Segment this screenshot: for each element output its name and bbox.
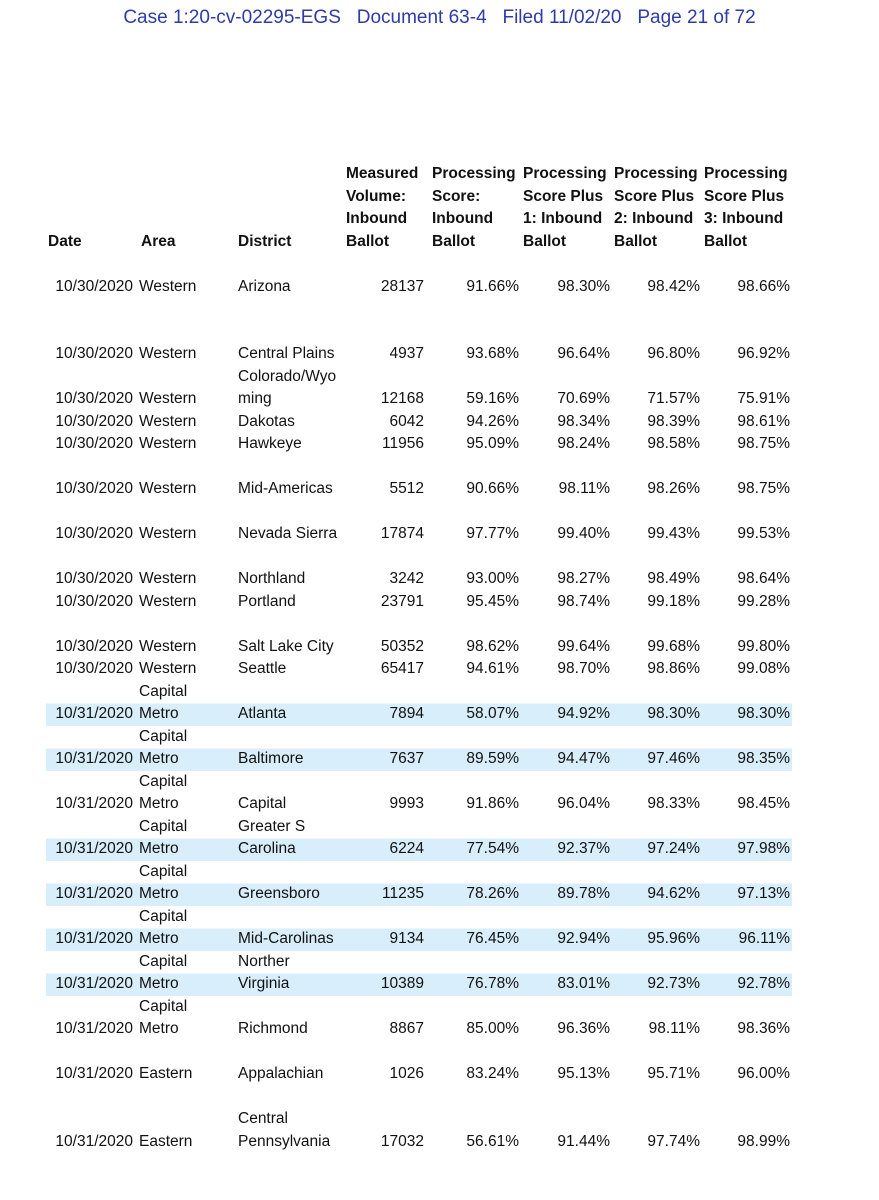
cell-area <box>139 253 236 298</box>
column-header-line: Inbound <box>432 210 494 227</box>
cell-district <box>236 253 344 298</box>
cell-line: Metro <box>139 705 179 722</box>
cell-district <box>236 951 344 996</box>
cell-score: 90.66% <box>466 480 519 497</box>
cell-date: 10/31/2020 <box>55 1020 133 1037</box>
table-row <box>46 726 792 771</box>
cell-line: ming <box>238 390 272 407</box>
cell-line: Capital <box>139 862 188 880</box>
cell-plus3: 99.80% <box>737 637 790 655</box>
cell-area <box>139 658 236 681</box>
column-header-line: District <box>238 232 292 250</box>
cell-plus1: 98.27% <box>557 570 610 587</box>
cell-volume: 28137 <box>380 277 424 295</box>
cell-plus3: 98.64% <box>737 570 790 587</box>
table-row <box>46 906 792 951</box>
cell-plus1: 98.24% <box>557 435 610 452</box>
table-row <box>46 456 792 501</box>
cell-plus3: 92.78% <box>702 951 792 996</box>
cell-score: 91.66% <box>466 277 519 295</box>
cell-date: 10/30/2020 <box>55 390 133 407</box>
cell-date: 10/30/2020 <box>55 660 133 677</box>
cell-score: 94.61% <box>466 660 519 677</box>
table-row <box>46 501 792 546</box>
cell-district <box>236 771 344 816</box>
cell-date: 10/31/2020 <box>46 951 139 996</box>
cell-area <box>139 411 236 434</box>
column-header-processing-score-plus-3 <box>702 163 792 253</box>
column-header-processing-score-plus-2 <box>612 163 702 253</box>
cell-line: Central Plains <box>238 345 335 362</box>
column-header-district <box>236 163 344 253</box>
cell-plus2: 92.73% <box>612 951 702 996</box>
cell-line: Norther <box>238 952 290 970</box>
cell-plus1: 98.34% <box>557 412 610 430</box>
table-row <box>46 1086 792 1154</box>
document-number: Document 63-4 <box>356 7 487 28</box>
cell-plus3: 96.92% <box>737 345 790 362</box>
cell-line: Capital <box>139 817 188 835</box>
cell-plus1: 83.01% <box>521 951 612 996</box>
table-row <box>46 658 792 681</box>
table-body <box>46 253 792 1153</box>
cell-score: 85.00% <box>466 1020 519 1037</box>
cell-plus1: 94.47% <box>521 726 612 771</box>
cell-line: Western <box>139 480 197 497</box>
cell-plus1: 94.92% <box>521 681 612 726</box>
cell-volume: 17032 <box>380 1132 424 1150</box>
cell-volume: 7894 <box>344 681 430 726</box>
cell-plus1: 98.70% <box>557 660 610 677</box>
cell-date: 10/30/2020 <box>55 637 133 655</box>
cell-volume: 5512 <box>389 480 424 497</box>
cell-line: Northland <box>238 570 306 587</box>
cell-plus2: 97.74% <box>647 1132 700 1150</box>
table-row <box>46 298 792 366</box>
cell-line: Hawkeye <box>238 435 302 452</box>
cell-line: Appalachian <box>238 1065 324 1082</box>
cell-score: 59.16% <box>466 390 519 407</box>
cell-plus2: 95.71% <box>647 1065 700 1082</box>
table-row <box>46 433 792 456</box>
column-header-line: Processing <box>523 165 607 182</box>
cell-plus2: 99.18% <box>647 592 700 610</box>
table-row <box>46 681 792 726</box>
cell-plus2: 98.49% <box>647 570 700 587</box>
cell-area <box>139 726 236 771</box>
ballot-processing-table <box>46 163 792 1153</box>
cell-plus2: 97.24% <box>612 816 702 861</box>
cell-volume: 4937 <box>389 345 424 362</box>
cell-area <box>139 591 236 614</box>
cell-district <box>236 906 344 951</box>
cell-district <box>236 456 344 501</box>
cell-plus3: 98.61% <box>737 412 790 430</box>
cell-plus1: 99.40% <box>557 525 610 542</box>
cell-plus2: 71.57% <box>647 390 700 407</box>
cell-plus3: 99.08% <box>737 660 790 677</box>
cell-volume: 10389 <box>344 951 430 996</box>
table-row <box>46 996 792 1041</box>
cell-line: Greater S <box>238 817 306 835</box>
cell-line: Eastern <box>139 1065 193 1082</box>
cell-score: 83.24% <box>466 1065 519 1082</box>
cell-date: 10/31/2020 <box>46 906 139 951</box>
table-row <box>46 951 792 996</box>
cell-area <box>139 1086 236 1154</box>
cell-line: Western <box>139 345 197 362</box>
cell-line: Mid-Americas <box>238 480 333 497</box>
column-header-area <box>139 163 236 253</box>
cell-line: Metro <box>139 750 179 767</box>
cell-date: 10/31/2020 <box>55 1065 133 1082</box>
cell-date: 10/31/2020 <box>46 681 139 726</box>
cell-score: 76.78% <box>430 951 521 996</box>
cell-line: Mid-Carolinas <box>238 930 334 947</box>
cell-line: Capital <box>139 997 188 1015</box>
cell-plus3: 99.53% <box>737 525 790 542</box>
cell-plus1: 92.94% <box>521 906 612 951</box>
cell-line: Metro <box>139 885 179 902</box>
cell-plus1: 99.64% <box>557 637 610 655</box>
cell-date: 10/31/2020 <box>46 816 139 861</box>
cell-plus2: 95.96% <box>612 906 702 951</box>
cell-line: Carolina <box>238 840 296 857</box>
cell-score: 77.54% <box>430 816 521 861</box>
cell-date: 10/30/2020 <box>55 480 133 497</box>
cell-score: 95.45% <box>466 592 519 610</box>
table-row <box>46 816 792 861</box>
table-row <box>46 591 792 614</box>
cell-date: 10/30/2020 <box>55 412 133 430</box>
column-header-line: Processing <box>614 165 698 182</box>
cell-date: 10/30/2020 <box>55 277 133 295</box>
cell-line: Western <box>139 570 197 587</box>
cell-date: 10/31/2020 <box>46 726 139 771</box>
cell-line: Greensboro <box>238 885 320 902</box>
cell-date: 10/30/2020 <box>55 570 133 587</box>
cell-date: 10/31/2020 <box>55 1132 133 1150</box>
cell-score: 58.07% <box>430 681 521 726</box>
cell-score: 98.62% <box>466 637 519 655</box>
cell-volume: 65417 <box>380 660 424 677</box>
cell-area <box>139 456 236 501</box>
cell-district <box>236 366 344 411</box>
column-header-line: 2: Inbound <box>614 210 694 227</box>
cell-score: 95.09% <box>466 435 519 452</box>
cell-plus3: 96.00% <box>737 1065 790 1082</box>
column-header-line: Score Plus <box>704 187 785 205</box>
cell-area <box>139 1041 236 1086</box>
cell-line: Portland <box>238 592 296 610</box>
cell-plus3: 98.45% <box>737 795 790 812</box>
cell-plus1: 95.13% <box>557 1065 610 1082</box>
cell-score: 89.59% <box>430 726 521 771</box>
table-row <box>46 771 792 816</box>
cell-score: 93.68% <box>466 345 519 362</box>
cell-score: 56.61% <box>466 1132 519 1150</box>
cell-plus3: 97.13% <box>702 861 792 906</box>
cell-date: 10/30/2020 <box>55 345 133 362</box>
cell-score: 78.26% <box>430 861 521 906</box>
cell-plus3: 99.28% <box>737 592 790 610</box>
cell-plus2: 98.30% <box>612 681 702 726</box>
cell-area <box>139 996 236 1041</box>
cell-district <box>236 996 344 1041</box>
cell-district <box>236 591 344 614</box>
column-header-processing-score-plus-1 <box>521 163 612 253</box>
column-header-line: Measured <box>346 165 419 182</box>
cell-plus2: 98.58% <box>647 435 700 452</box>
cell-area <box>139 501 236 546</box>
cell-district <box>236 861 344 906</box>
cell-volume: 6042 <box>389 412 424 430</box>
cell-area <box>139 613 236 658</box>
cell-line: Arizona <box>238 277 291 295</box>
cell-plus2: 99.43% <box>647 525 700 542</box>
cell-line: Western <box>139 390 197 407</box>
cell-line: Seattle <box>238 660 287 677</box>
cell-plus2: 99.68% <box>647 637 700 655</box>
cell-area <box>139 433 236 456</box>
table-row <box>46 546 792 591</box>
cell-plus2: 98.86% <box>647 660 700 677</box>
cell-plus2: 96.80% <box>647 345 700 362</box>
column-header-line: 3: Inbound <box>704 210 784 227</box>
cell-line: Western <box>139 592 197 610</box>
cell-line: Metro <box>139 840 179 857</box>
page-number: Page 21 of 72 <box>637 7 756 28</box>
cell-line: Nevada Sierra <box>238 525 338 542</box>
column-header-line: 1: Inbound <box>523 210 603 227</box>
cell-plus2: 97.46% <box>612 726 702 771</box>
cell-volume: 50352 <box>380 637 424 655</box>
cell-plus3: 98.35% <box>702 726 792 771</box>
cell-line: Pennsylvania <box>238 1132 331 1150</box>
cell-line: Western <box>139 277 197 295</box>
cell-line: Metro <box>139 1020 179 1037</box>
cell-area <box>139 816 236 861</box>
cell-district <box>236 726 344 771</box>
cell-date: 10/30/2020 <box>55 525 133 542</box>
cell-line: Metro <box>139 795 179 812</box>
cell-score: 91.86% <box>466 795 519 812</box>
cell-date: 10/31/2020 <box>55 795 133 812</box>
table-row <box>46 861 792 906</box>
cell-plus3: 98.75% <box>737 435 790 452</box>
cell-line: Western <box>139 412 197 430</box>
cell-line: Capital <box>139 772 188 790</box>
cell-area <box>139 546 236 591</box>
table-row <box>46 1041 792 1086</box>
column-header-date <box>46 163 139 253</box>
column-header-line: Processing <box>704 165 788 182</box>
cell-plus2: 98.39% <box>647 412 700 430</box>
cell-plus3: 75.91% <box>737 390 790 407</box>
cell-district <box>236 613 344 658</box>
cell-district <box>236 298 344 366</box>
cell-date: 10/31/2020 <box>46 861 139 906</box>
column-header-line: Volume: <box>346 187 406 205</box>
cell-line: Western <box>139 637 197 655</box>
cell-volume: 8867 <box>389 1020 424 1037</box>
filed-date: Filed 11/02/20 <box>502 7 622 28</box>
cell-line: Capital <box>139 727 188 745</box>
column-header-processing-score <box>430 163 521 253</box>
cell-line: Baltimore <box>238 750 304 767</box>
cell-plus2: 98.33% <box>647 795 700 812</box>
cell-plus1: 70.69% <box>557 390 610 407</box>
cell-area <box>139 861 236 906</box>
cell-plus1: 96.64% <box>557 345 610 362</box>
cell-line: Richmond <box>238 1020 308 1037</box>
cell-plus2: 98.11% <box>648 1020 700 1037</box>
cell-line: Capital <box>139 682 188 700</box>
cell-plus3: 98.36% <box>737 1020 790 1037</box>
column-header-line: Inbound <box>346 210 408 227</box>
cell-plus1: 98.30% <box>557 277 610 295</box>
cell-date: 10/30/2020 <box>55 592 133 610</box>
cell-plus3: 98.66% <box>737 277 790 295</box>
court-filing-header <box>0 7 879 29</box>
cell-district <box>236 1086 344 1154</box>
cell-area <box>139 906 236 951</box>
cell-score: 97.77% <box>466 525 519 542</box>
column-header-line: Score Plus <box>523 187 604 205</box>
cell-line: Atlanta <box>238 705 287 722</box>
cell-line: Dakotas <box>238 412 295 430</box>
cell-line: Colorado/Wyo <box>238 367 337 385</box>
cell-volume: 1026 <box>389 1065 424 1082</box>
cell-volume: 6224 <box>344 816 430 861</box>
column-header-measured-volume <box>344 163 430 253</box>
cell-score: 94.26% <box>466 412 519 430</box>
cell-district <box>236 1041 344 1086</box>
cell-plus1: 98.74% <box>557 592 610 610</box>
cell-area <box>139 681 236 726</box>
cell-district <box>236 681 344 726</box>
cell-plus3: 98.99% <box>737 1132 790 1150</box>
cell-area <box>139 366 236 411</box>
cell-plus1: 89.78% <box>521 861 612 906</box>
cell-volume: 3242 <box>389 570 424 587</box>
cell-volume: 23791 <box>380 592 424 610</box>
cell-plus1: 96.36% <box>557 1020 610 1037</box>
table-row <box>46 366 792 411</box>
column-header-line: Score: <box>432 187 481 205</box>
cell-plus3: 98.75% <box>737 480 790 497</box>
cell-area <box>139 298 236 366</box>
cell-line: Western <box>139 435 197 452</box>
case-number: Case 1:20-cv-02295-EGS <box>123 7 341 28</box>
cell-district <box>236 411 344 434</box>
cell-volume: 9134 <box>344 906 430 951</box>
column-header-line: Ballot <box>704 232 748 250</box>
cell-plus3: 97.98% <box>702 816 792 861</box>
cell-volume: 11235 <box>344 861 430 906</box>
table-row <box>46 253 792 298</box>
cell-volume: 7637 <box>344 726 430 771</box>
table-row <box>46 411 792 434</box>
cell-plus1: 98.11% <box>558 480 610 497</box>
cell-district <box>236 816 344 861</box>
table-header-row <box>46 163 792 253</box>
cell-plus3: 96.11% <box>702 906 792 951</box>
cell-plus1: 91.44% <box>557 1132 610 1150</box>
cell-line: Capital <box>139 952 188 970</box>
cell-volume: 12168 <box>380 390 424 407</box>
cell-line: Capital <box>139 907 188 925</box>
cell-district <box>236 658 344 681</box>
cell-line: Western <box>139 660 197 677</box>
cell-date: 10/30/2020 <box>55 435 133 452</box>
cell-score: 76.45% <box>430 906 521 951</box>
cell-line: Virginia <box>238 975 290 992</box>
column-header-line: Date <box>48 232 82 250</box>
cell-line: Salt Lake City <box>238 637 334 655</box>
cell-plus1: 96.04% <box>557 795 610 812</box>
column-header-line: Area <box>141 232 176 250</box>
cell-line: Central <box>238 1110 288 1127</box>
cell-area <box>139 951 236 996</box>
cell-line: Capital <box>238 795 287 812</box>
cell-line: Eastern <box>139 1132 193 1150</box>
cell-volume: 9993 <box>389 795 424 812</box>
cell-plus1: 92.37% <box>521 816 612 861</box>
cell-plus2: 98.26% <box>647 480 700 497</box>
cell-score: 93.00% <box>466 570 519 587</box>
cell-line: Metro <box>139 930 179 947</box>
cell-district <box>236 433 344 456</box>
column-header-line: Ballot <box>523 232 567 250</box>
cell-line: Metro <box>139 975 179 992</box>
cell-line: Western <box>139 525 197 542</box>
cell-district <box>236 501 344 546</box>
cell-volume: 17874 <box>380 525 424 542</box>
cell-plus2: 94.62% <box>612 861 702 906</box>
cell-plus2: 98.42% <box>647 277 700 295</box>
table-row <box>46 613 792 658</box>
cell-district <box>236 546 344 591</box>
cell-area <box>139 771 236 816</box>
column-header-line: Ballot <box>432 232 476 250</box>
cell-plus3: 98.30% <box>702 681 792 726</box>
column-header-line: Ballot <box>346 232 390 250</box>
column-header-line: Ballot <box>614 232 658 250</box>
column-header-line: Processing <box>432 165 516 182</box>
cell-volume: 11956 <box>382 435 424 452</box>
column-header-line: Score Plus <box>614 187 695 205</box>
